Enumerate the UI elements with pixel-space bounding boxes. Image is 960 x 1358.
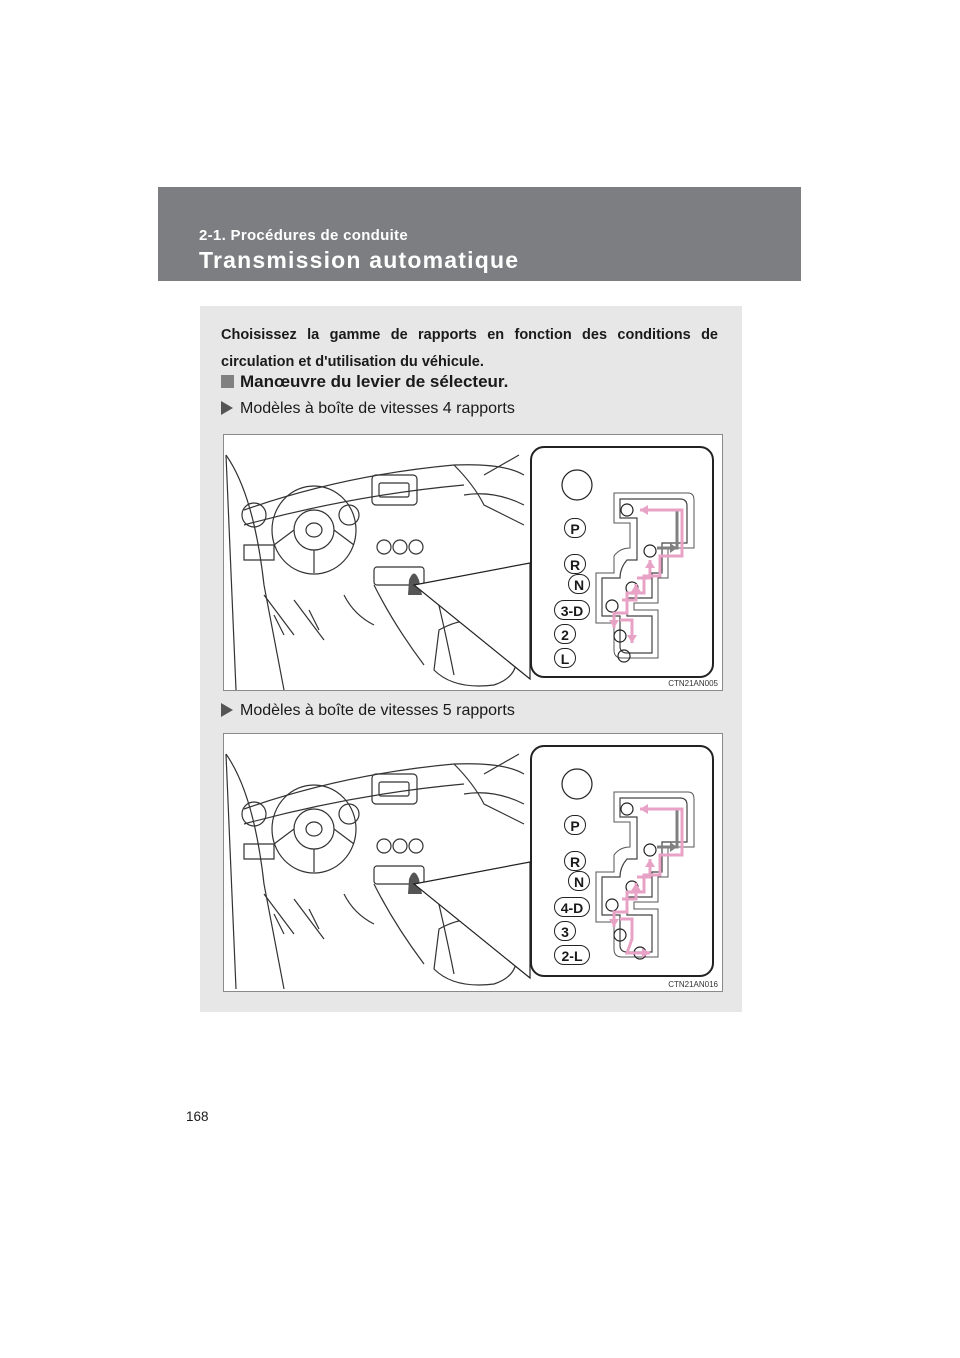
shift-lock-release-icon [562, 470, 592, 500]
model-label-text: Modèles à boîte de vitesses 4 rapports [240, 400, 515, 417]
gear-position-label: P [564, 518, 586, 538]
gear-position-label: N [568, 871, 590, 891]
shift-lever-figure-5-speed [223, 733, 723, 992]
section-label: 2-1. Procédures de conduite [199, 227, 408, 244]
shift-gate-diagram [530, 745, 714, 977]
figure-code: CTN21AN016 [668, 980, 718, 989]
model-label-4-speed [221, 400, 515, 418]
shift-gate-diagram [530, 446, 714, 678]
triangle-bullet-icon [221, 401, 233, 415]
shift-gate-illustration [532, 747, 712, 975]
gear-position-label: 2-L [554, 945, 590, 965]
square-bullet-icon [221, 375, 234, 388]
intro-text: Choisissez la gamme de rapports en fonction des conditions de circulation et d'utilisation du véhicule. [221, 327, 718, 370]
gear-position-label: R [564, 554, 586, 574]
page-number: 168 [186, 1109, 209, 1124]
model-label-text: Modèles à boîte de vitesses 5 rapports [240, 702, 515, 719]
model-label-5-speed [221, 702, 515, 720]
gear-position-label: P [564, 815, 586, 835]
gear-position-label: R [564, 851, 586, 871]
figure-code: CTN21AN005 [668, 679, 718, 688]
triangle-bullet-icon [221, 703, 233, 717]
subheading [221, 372, 508, 392]
page-title: Transmission automatique [199, 247, 520, 273]
subheading-text: Manœuvre du levier de sélecteur. [240, 372, 509, 391]
gear-position-label: L [554, 648, 576, 668]
shift-lever-figure-4-speed [223, 434, 723, 691]
gear-position-label: 4-D [554, 897, 590, 917]
gear-position-label: 3 [554, 921, 576, 941]
gear-position-label: 2 [554, 624, 576, 644]
shift-lock-release-icon [562, 769, 592, 799]
gear-position-label: N [568, 574, 590, 594]
chapter-header [158, 187, 801, 281]
gear-position-label: 3-D [554, 600, 590, 620]
